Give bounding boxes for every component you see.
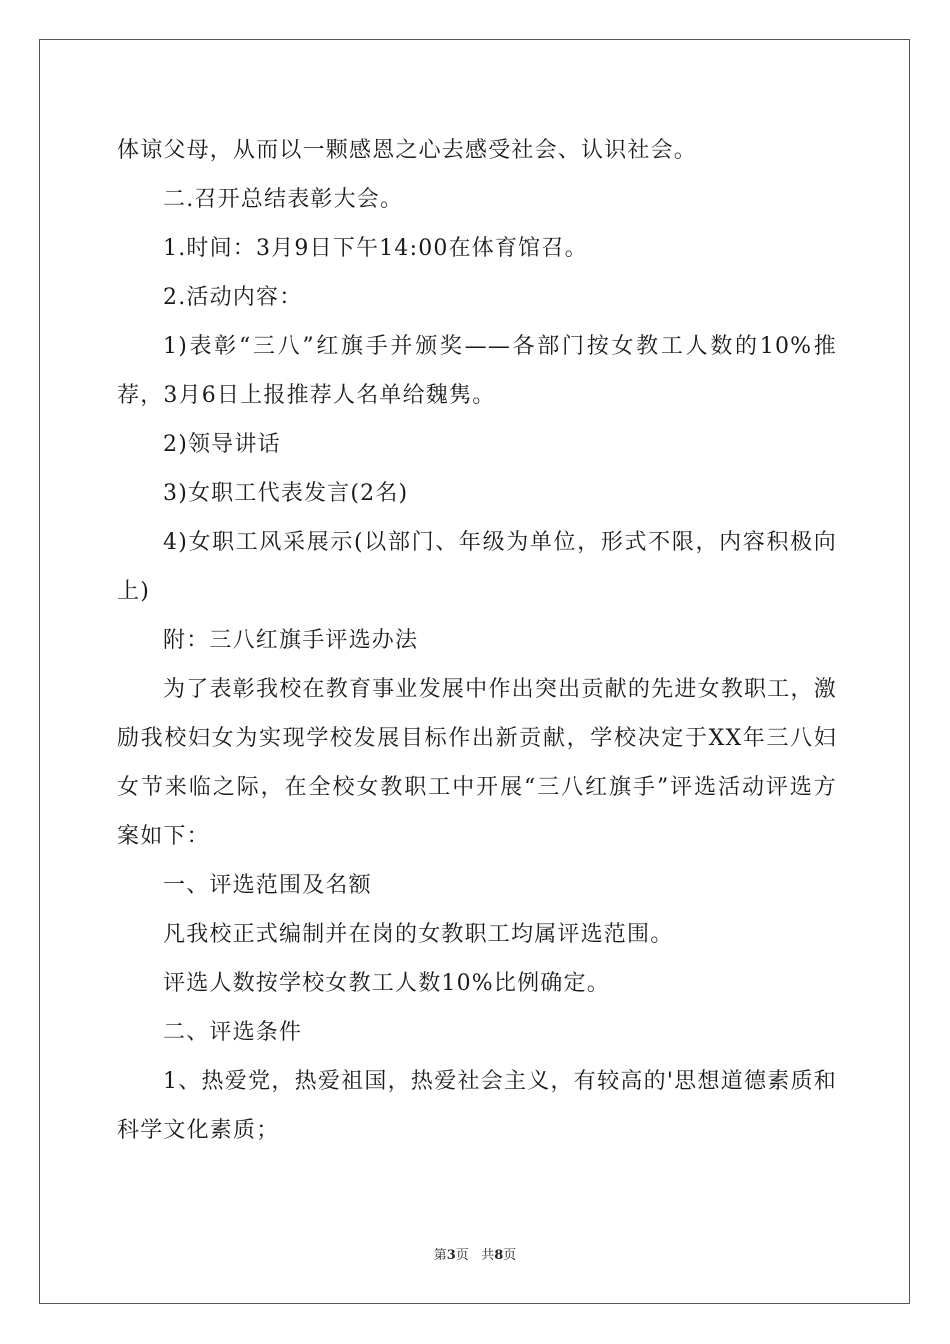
paragraph: 1.时间：3月9日下午14:00在体育馆召。 [163,236,588,261]
paragraph: 体谅父母，从而以一颗感恩之心去感受社会、认识社会。 [117,138,698,163]
paragraph: 凡我校正式编制并在岗的女教职工均属评选范围。 [163,922,674,947]
page-footer [0,1246,950,1266]
footer-total-suffix: 页 [503,1248,517,1263]
paragraph: 1、热爱党，热爱祖国，热爱社会主义，有较高的'思想道德素质和科学文化素质； [117,1069,837,1143]
paragraph: 4)女职工风采展示(以部门、年级为单位，形式不限，内容积极向上) [117,530,837,604]
section-heading: 二.召开总结表彰大会。 [163,187,404,212]
paragraph: 3)女职工代表发言(2名) [163,481,409,506]
paragraph: 评选人数按学校女教工人数10%比例确定。 [163,971,610,996]
section-heading: 附：三八红旗手评选办法 [163,628,419,653]
paragraph: 为了表彰我校在教育事业发展中作出突出贡献的先进女教职工，激励我校妇女为实现学校发展目标作出新贡献，学校决定于XX年三八妇女节来临之际，在全校女教职工中开展“三八红旗手”评选活动评选方案如下： [117,677,837,849]
section-heading: 二、评选条件 [163,1020,303,1045]
footer-total-prefix: 共 [481,1248,495,1263]
footer-page-suffix: 页 [455,1248,469,1263]
document-body [117,126,837,1155]
paragraph: 1)表彰“三八”红旗手并颁奖——各部门按女教工人数的10%推荐，3月6日上报推荐人名单给魏隽。 [117,334,837,408]
footer-prefix: 第 [433,1248,447,1263]
section-heading: 一、评选范围及名额 [163,873,372,898]
total-page-number: 8 [494,1248,504,1263]
current-page-number: 3 [446,1248,456,1263]
paragraph: 2)领导讲话 [163,432,281,457]
paragraph: 2.活动内容： [163,285,303,310]
